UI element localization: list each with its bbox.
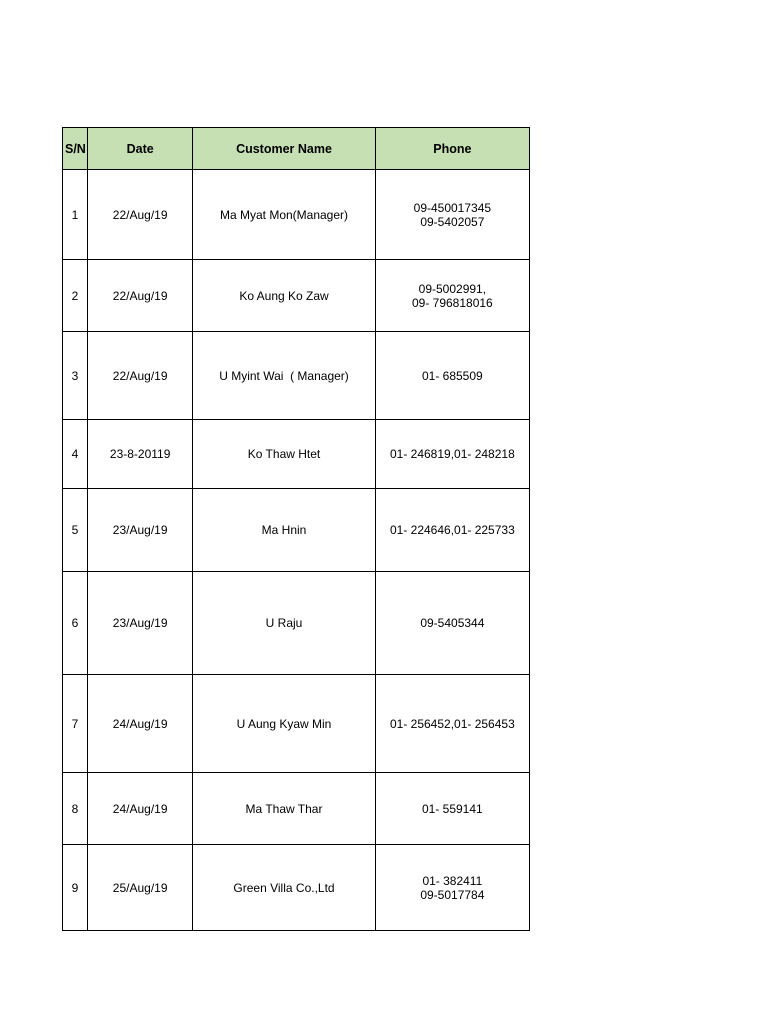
cell-date: 24/Aug/19 [88,773,193,845]
cell-customer-name: U Myint Wai ( Manager) [193,332,375,420]
cell-phone [375,675,529,773]
header-date: Date [88,128,193,170]
cell-date: 23/Aug/19 [88,572,193,675]
cell-date: 22/Aug/19 [88,170,193,260]
table-row [63,773,530,845]
table-row [63,420,530,489]
cell-phone [375,489,529,572]
cell-sn: 9 [63,845,88,931]
phone-line: 09-450017345 [413,200,492,215]
table-row [63,845,530,931]
cell-phone [375,845,529,931]
cell-sn: 3 [63,332,88,420]
table-row [63,260,530,332]
phone-line: 09-5017784 [420,887,485,902]
cell-sn: 8 [63,773,88,845]
table-row [63,489,530,572]
phone-line: 01- 559141 [421,801,483,816]
cell-date: 22/Aug/19 [88,332,193,420]
phone-line: 09-5405344 [420,616,485,630]
phone-line: 09-5002991, [418,281,487,296]
table-row [63,170,530,260]
cell-customer-name: Ma Hnin [193,489,375,572]
cell-phone [375,332,529,420]
cell-sn: 7 [63,675,88,773]
table-row [63,572,530,675]
header-phone: Phone [375,128,529,170]
header-sn: S/N [63,128,88,170]
customer-table [62,127,530,931]
cell-sn: 6 [63,572,88,675]
cell-customer-name: Ko Aung Ko Zaw [193,260,375,332]
cell-phone [375,170,529,260]
cell-phone [375,420,529,489]
cell-date: 23/Aug/19 [88,489,193,572]
cell-sn: 1 [63,170,88,260]
cell-customer-name: Ma Myat Mon(Manager) [193,170,375,260]
header-row [63,128,530,170]
phone-line: 09-5402057 [420,214,485,229]
phone-line: 01- 224646,01- 225733 [389,523,515,537]
phone-line: 01- 382411 [422,873,483,888]
cell-phone [375,773,529,845]
cell-phone [375,260,529,332]
phone-line: 01- 256452,01- 256453 [389,716,515,731]
cell-sn: 2 [63,260,88,332]
table-row [63,675,530,773]
phone-line: 01- 685509 [421,368,483,383]
cell-sn: 5 [63,489,88,572]
cell-customer-name: U Aung Kyaw Min [193,675,375,773]
phone-line: 09- 796818016 [411,295,493,310]
phone-line: 01- 246819,01- 248218 [389,447,515,461]
cell-customer-name: Ko Thaw Htet [193,420,375,489]
header-customer-name: Customer Name [193,128,375,170]
cell-date: 23-8-20119 [88,420,193,489]
cell-date: 24/Aug/19 [88,675,193,773]
cell-customer-name: Green Villa Co.,Ltd [193,845,375,931]
cell-sn: 4 [63,420,88,489]
cell-customer-name: U Raju [193,572,375,675]
table-row [63,332,530,420]
cell-phone [375,572,529,675]
cell-date: 25/Aug/19 [88,845,193,931]
cell-customer-name: Ma Thaw Thar [193,773,375,845]
cell-date: 22/Aug/19 [88,260,193,332]
